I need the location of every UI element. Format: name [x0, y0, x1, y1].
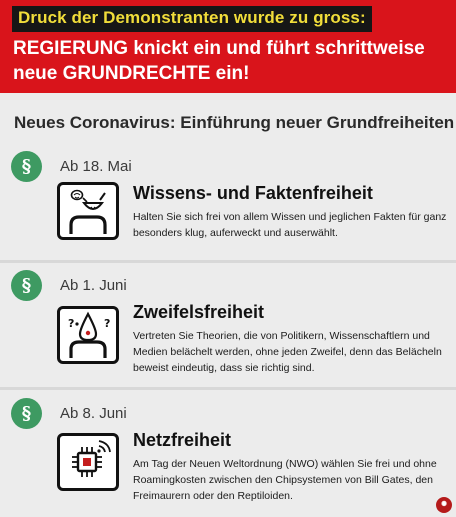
entry-title: Wissens- und Faktenfreiheit: [133, 183, 373, 203]
section-divider: [0, 387, 456, 390]
paragraph-icon: §: [11, 151, 42, 182]
paragraph-icon: §: [11, 398, 42, 429]
microchip-wireless-icon: [57, 433, 119, 491]
paragraph-icon: §: [11, 270, 42, 301]
entry-title: Netzfreiheit: [133, 430, 232, 450]
headline-banner: [0, 0, 456, 93]
banner-kicker: Druck der Demonstranten wurde zu gross:: [12, 6, 372, 32]
corner-seal-icon: ✺: [436, 497, 452, 513]
section-divider: [0, 260, 456, 263]
svg-text:?: ?: [68, 317, 75, 330]
entry-date: Ab 8. Juni: [60, 405, 127, 422]
head-with-brain-funnel-icon: [57, 182, 119, 240]
banner-headline: REGIERUNG knickt ein und führt schrittweise neue GRUNDRECHTE ein!: [13, 38, 425, 84]
rights-entry: [0, 270, 456, 400]
rights-entry: [0, 398, 456, 517]
entry-title: Zweifelsfreiheit: [133, 302, 265, 322]
head-with-question-marks-icon: [57, 306, 119, 364]
entry-description: Am Tag der Neuen Weltordnung (NWO) wählen Sie frei und ohne Roamingkosten zwischen den Chipsystemen von Bill Gates, den Freimaurern oder den Reptiloiden.: [133, 458, 437, 502]
section-title: Neues Coronavirus: Einführung neuer Grundfreiheiten: [14, 113, 455, 132]
entry-description: Vertreten Sie Theorien, die von Politikern, Wissenschaftlern und Medien belächelt werden, ohne jeden Zweifel, denn das Belächeln beweist eindeutig, dass sie richtig sind.: [133, 330, 442, 374]
entry-date: Ab 1. Juni: [60, 277, 127, 294]
entry-description: Halten Sie sich frei von allem Wissen und jeglichen Fakten für ganz besonders klug, auferweckt und auserwählt.: [133, 211, 447, 239]
svg-text:?: ?: [104, 317, 111, 330]
entry-date: Ab 18. Mai: [60, 158, 132, 175]
